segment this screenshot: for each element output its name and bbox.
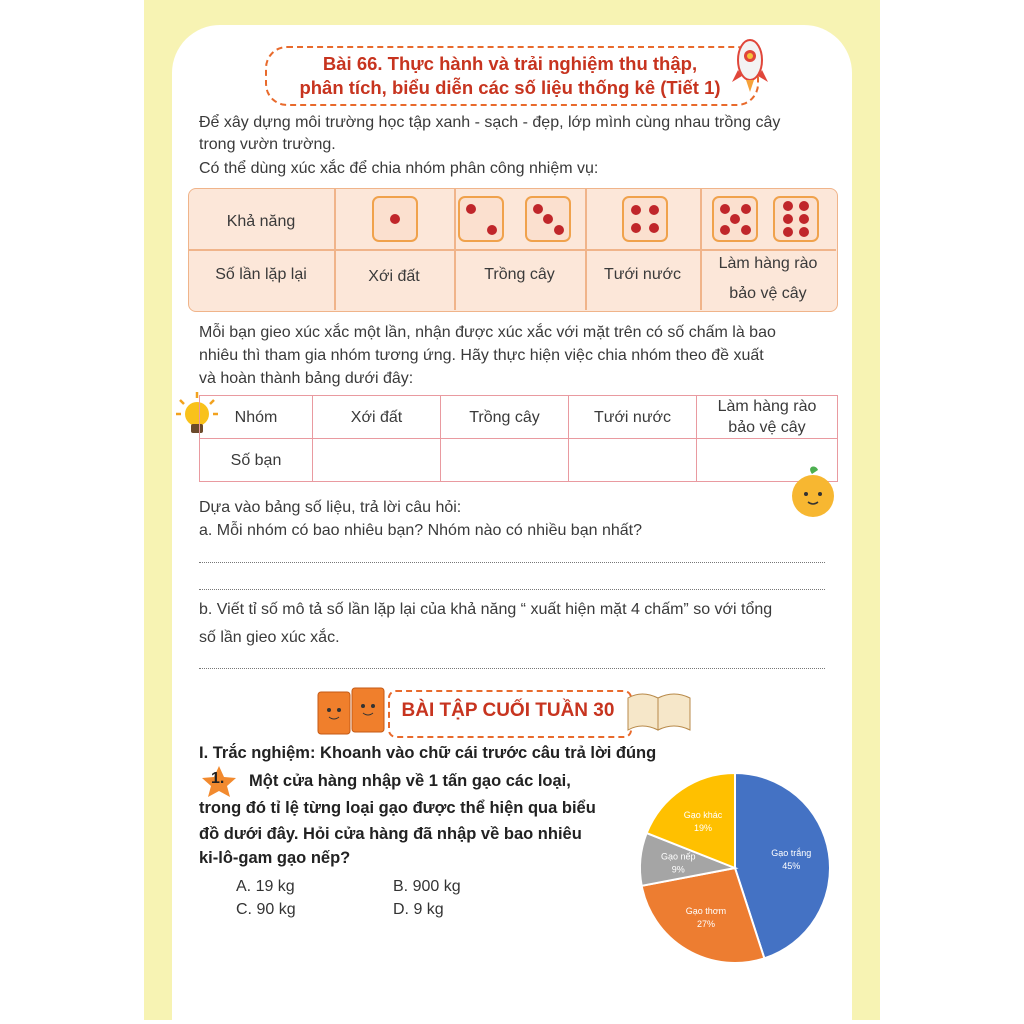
option-a[interactable]: A. 19 kg: [236, 878, 295, 895]
die-face-4: [622, 196, 668, 242]
die-pip: [543, 214, 553, 224]
answer-cell-trong-cay[interactable]: [441, 439, 569, 482]
die-pip: [799, 201, 809, 211]
question-line4: ki-lô-gam gạo nếp?: [199, 849, 351, 867]
answer-line[interactable]: [199, 561, 825, 563]
row-label-so-lan: Số lần lặp lại: [215, 266, 307, 283]
lesson-title: [265, 52, 755, 100]
option-d[interactable]: D. 9 kg: [393, 901, 444, 918]
table-divider: [585, 188, 587, 310]
weekly-banner: BÀI TẬP CUỐI TUẦN 30: [401, 700, 615, 721]
task-lam-hang-rao: Làm hàng rào: [718, 255, 818, 272]
group-header-hang-rao: Làm hàng rào bảo vệ cây: [697, 396, 838, 439]
table-divider: [334, 188, 336, 310]
pie-slice-percent: 19%: [693, 822, 712, 833]
option-b[interactable]: B. 900 kg: [393, 878, 461, 895]
question-number: 1.: [211, 770, 225, 787]
answer-line[interactable]: [199, 588, 825, 590]
die-pip: [730, 214, 740, 224]
group-header-tuoi-nuoc: Tưới nước: [569, 396, 697, 439]
table-divider: [188, 249, 836, 251]
group-row-label: Số bạn: [200, 439, 313, 482]
die-face-3: [525, 196, 571, 242]
question-a: a. Mỗi nhóm có bao nhiêu bạn? Nhóm nào có nhiều bạn nhất?: [199, 522, 642, 539]
die-pip: [741, 225, 751, 235]
table-divider: [454, 188, 456, 310]
answer-cell-xoi-dat[interactable]: [313, 439, 441, 482]
group-header-trong-cay: Trồng cây: [441, 396, 569, 439]
group-table: [199, 395, 838, 482]
question-b-line2: số lần gieo xúc xắc.: [199, 629, 340, 646]
die-pip: [649, 205, 659, 215]
intro-line2: trong vườn trường.: [199, 136, 336, 153]
instruction-line3: và hoàn thành bảng dưới đây:: [199, 370, 414, 387]
die-pip: [466, 204, 476, 214]
die-pip: [783, 214, 793, 224]
notebook-icon: [316, 684, 388, 740]
pie-slice-label: Gạo trắng: [771, 848, 812, 859]
die-pip: [783, 201, 793, 211]
option-c[interactable]: C. 90 kg: [236, 901, 296, 918]
die-pip: [649, 223, 659, 233]
open-book-icon: [624, 688, 694, 734]
instruction-line1: Mỗi bạn gieo xúc xắc một lần, nhận được xúc xắc với mặt trên có số chấm là bao: [199, 324, 776, 341]
lesson-title-line1: Bài 66. Thực hành và trải nghiệm thu thập,: [322, 53, 698, 74]
rice-pie-chart: [630, 768, 840, 968]
die-face-2: [458, 196, 504, 242]
questions-intro: Dựa vào bảng số liệu, trả lời câu hỏi:: [199, 499, 462, 516]
group-header-nhom: Nhóm: [200, 396, 313, 439]
die-pip: [741, 204, 751, 214]
task-trong-cay: Trồng cây: [484, 266, 555, 283]
pie-slice-label: Gạo khác: [683, 809, 723, 820]
intro-line3: Có thể dùng xúc xắc để chia nhóm phân công nhiệm vụ:: [199, 160, 599, 177]
die-pip: [783, 227, 793, 237]
pie-slice-label: Gạo nếp: [660, 851, 696, 862]
die-face-6: [773, 196, 819, 242]
rocket-icon: [728, 36, 772, 96]
question-b-line1: b. Viết tỉ số mô tả số lần lặp lại của khả năng “ xuất hiện mặt 4 chấm” so với tổng: [199, 601, 773, 618]
pie-slice-percent: 45%: [782, 861, 801, 872]
pie-slice-percent: 27%: [696, 919, 715, 930]
die-pip: [720, 225, 730, 235]
task-bao-ve-cay: bảo vệ cây: [729, 285, 807, 302]
lesson-title-line2: phân tích, biểu diễn các số liệu thống kê (Tiết 1): [299, 77, 721, 98]
question-line1: Một cửa hàng nhập về 1 tấn gạo các loại,: [249, 772, 571, 790]
group-header-xoi-dat: Xới đất: [313, 396, 441, 439]
task-xoi-dat: Xới đất: [368, 268, 420, 285]
question-line3: đồ dưới đây. Hỏi cửa hàng đã nhập về bao nhiêu: [199, 825, 582, 843]
orange-mascot-icon: [788, 462, 838, 522]
die-pip: [487, 225, 497, 235]
answer-line[interactable]: [199, 667, 825, 669]
die-pip: [631, 205, 641, 215]
task-tuoi-nuoc: Tưới nước: [603, 266, 682, 283]
question-line2: trong đó tỉ lệ từng loại gạo được thể hiện qua biểu: [199, 799, 596, 817]
row-label-kha-nang: Khả năng: [226, 213, 296, 230]
die-pip: [533, 204, 543, 214]
die-pip: [554, 225, 564, 235]
die-pip: [799, 227, 809, 237]
answer-cell-tuoi-nuoc[interactable]: [569, 439, 697, 482]
pie-slice-label: Gạo thơm: [685, 906, 727, 917]
instruction-line2: nhiêu thì tham gia nhóm tương ứng. Hãy thực hiện việc chia nhóm theo đề xuất: [199, 347, 764, 364]
die-pip: [799, 214, 809, 224]
intro-line1: Để xây dựng môi trường học tập xanh - sạch - đẹp, lớp mình cùng nhau trồng cây: [199, 114, 781, 131]
section-heading: I. Trắc nghiệm: Khoanh vào chữ cái trước câu trả lời đúng: [199, 744, 657, 762]
die-face-1: [372, 196, 418, 242]
pie-slice-percent: 9%: [671, 864, 685, 875]
die-pip: [390, 214, 400, 224]
die-pip: [720, 204, 730, 214]
die-pip: [631, 223, 641, 233]
die-face-5: [712, 196, 758, 242]
